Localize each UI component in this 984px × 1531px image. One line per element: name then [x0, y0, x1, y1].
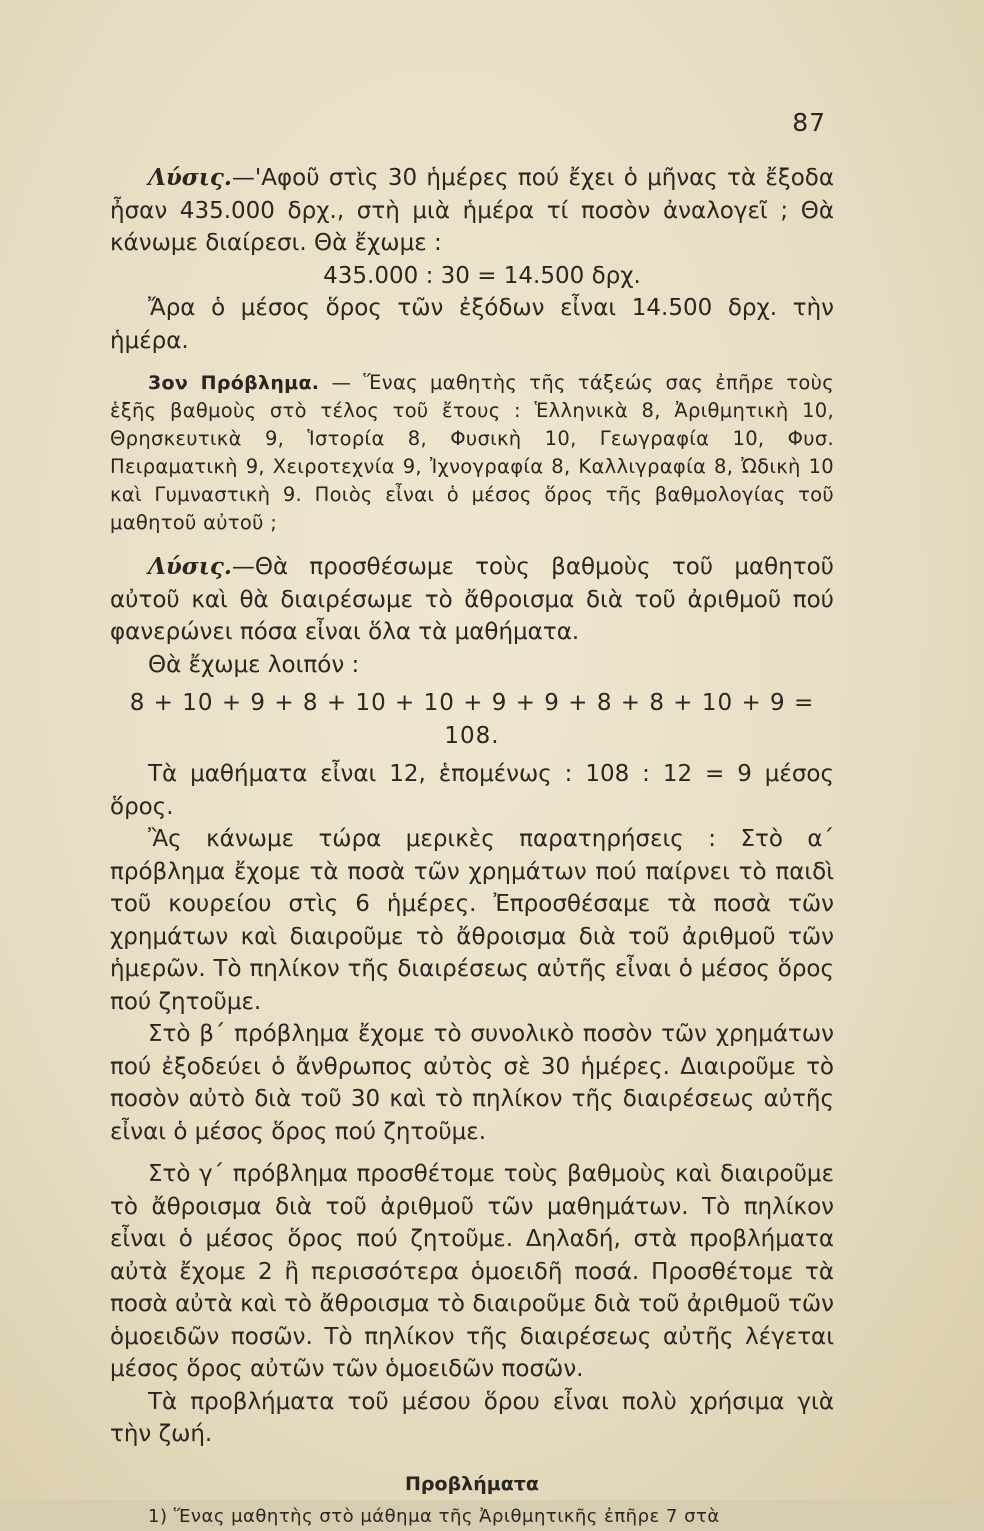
problem-3-heading: 3ον Πρόβλημα. [148, 372, 320, 394]
solution-2-text: —Θὰ προσθέσωμε τοὺς βαθμοὺς τοῦ μαθητοῦ αὐτοῦ καὶ θὰ διαιρέσωμε τὸ ἄθροισμα διὰ τοῦ ἀριθμοῦ πού φανερώνει πόσα εἶναι ὅλα τὰ μαθήματα. [110, 554, 834, 645]
problem-3-text: — Ἕνας μαθητὴς τῆς τάξεώς σας ἐπῆρε τοὺς ἑξῆς βαθμοὺς στὸ τέλος τοῦ ἔτους : Ἑλληνικὰ 8, Ἀριθμητικὴ 10, Θρησκευτικὰ 9, Ἱστορία 8, Φυσικὴ 10, Γεωγραφία 10, Φυσ. Πειραματικὴ 9, Χειροτεχνία 9, Ἰχνογραφία 8, Καλλιγραφία 8, Ὠδικὴ 10 καὶ Γυμναστικὴ 9. Ποιὸς εἶναι ὁ μέσος ὅρος τῆς βαθμολογίας τοῦ μαθητοῦ αὐτοῦ ; [110, 371, 834, 534]
remarks-paragraph-1: Ἂς κάνωμε τώρα μερικὲς παρατηρήσεις : Στὸ α΄ πρόβλημα ἔχομε τὰ ποσὰ τῶν χρημάτων πού παίρνει τὸ παιδὶ τοῦ κουρείου στὶς 6 ἡμέρες. Ἐπροσθέσαμε τὰ ποσὰ τῶν χρημάτων καὶ διαιροῦμε τὸ ἄθροισμα διὰ τοῦ ἀριθμοῦ τῶν ἡμερῶν. Τὸ πηλίκον τῆς διαιρέσεως αὐτῆς εἶναι ὁ μέσος ὅρος πού ζητοῦμε. [110, 826, 834, 1015]
solution-1-equation: 435.000 : 30 = 14.500 δρχ. [323, 262, 641, 289]
problem-3 [110, 369, 834, 537]
solution-1-conclusion: Ἄρα ὁ μέσος ὅρος τῶν ἐξόδων εἶναι 14.500 δρχ. τὴν ἡμέρα. [110, 295, 834, 354]
solution-label: Λύσις. [148, 164, 232, 191]
problem-1-line: 1) Ἕνας μαθητὴς στὸ μάθημα τῆς Ἀριθμητικῆς ἐπῆρε 7 στὰ [148, 1505, 720, 1527]
solution-2-equation: 8 + 10 + 9 + 8 + 10 + 10 + 9 + 9 + 8 + 8 + 10 + 9 = 108. [129, 690, 815, 749]
remarks-paragraph-3: Στὸ γ΄ πρόβλημα προσθέτομε τοὺς βαθμοὺς καὶ διαιροῦμε τὸ ἄθροισμα διὰ τοῦ ἀριθμοῦ τῶν μαθημάτων. Τὸ πηλίκον εἶναι ὁ μέσος ὅρος πού ζητοῦμε. Δηλαδή, στὰ προβλήματα αὐτὰ ἔχομε 2 ἢ περισσότερα ὁμοειδῆ ποσά. Προσθέτομε τὰ ποσὰ αὐτὰ καὶ τὸ ἄθροισμα τὸ διαιροῦμε διὰ τοῦ ἀριθμοῦ τῶν ὁμοειδῶν ποσῶν. Τὸ πηλίκον τῆς διαιρέσεως αὐτῆς λέγεται μέσος ὅρος αὐτῶν τῶν ὁμοειδῶν ποσῶν. [110, 1161, 834, 1382]
solution-1 [110, 100, 834, 357]
remarks [110, 823, 834, 1451]
problems-section-title: Προβλήματα [405, 1472, 539, 1495]
solution-2-result: Τὰ μαθήματα εἶναι 12, ἑπομένως : 108 : 12 = 9 μέσος ὅρος. [110, 761, 834, 820]
spacer [110, 1148, 834, 1158]
solution-2 [110, 551, 834, 823]
problem-3-paragraph [110, 369, 834, 537]
solution-label: Λύσις. [148, 553, 232, 580]
remarks-paragraph-2: Στὸ β΄ πρόβλημα ἔχομε τὸ συνολικὸ ποσὸν τῶν χρημάτων πού ἐξοδεύει ὁ ἄνθρωπος αὐτὸς σὲ 30 ἡμέρες. Διαιροῦμε τὸ ποσὸν αὐτὸ διὰ τοῦ 30 καὶ τὸ πηλίκον τῆς διαιρέσεως αὐτῆς εἶναι ὁ μέσος ὅρος πού ζητοῦμε. [110, 1021, 834, 1145]
solution-2-intro: Θὰ ἔχωμε λοιπόν : [148, 651, 360, 678]
page-number: 87 [792, 108, 826, 137]
solution-2-paragraph [110, 551, 834, 649]
solution-1-paragraph [110, 162, 834, 260]
remarks-paragraph-4: Τὰ προβλήματα τοῦ μέσου ὅρου εἶναι πολὺ χρήσιμα γιὰ τὴν ζωή. [110, 1388, 834, 1447]
solution-1-text: —'Αφοῦ στὶς 30 ἡμέρες πού ἔχει ὁ μῆνας τὰ ἔξοδα ἦσαν 435.000 δρχ., στὴ μιὰ ἡμέρα τί ποσὸν ἀναλογεῖ ; Θὰ κάνωμε διαίρεσι. Θὰ ἔχωμε : [110, 165, 834, 256]
